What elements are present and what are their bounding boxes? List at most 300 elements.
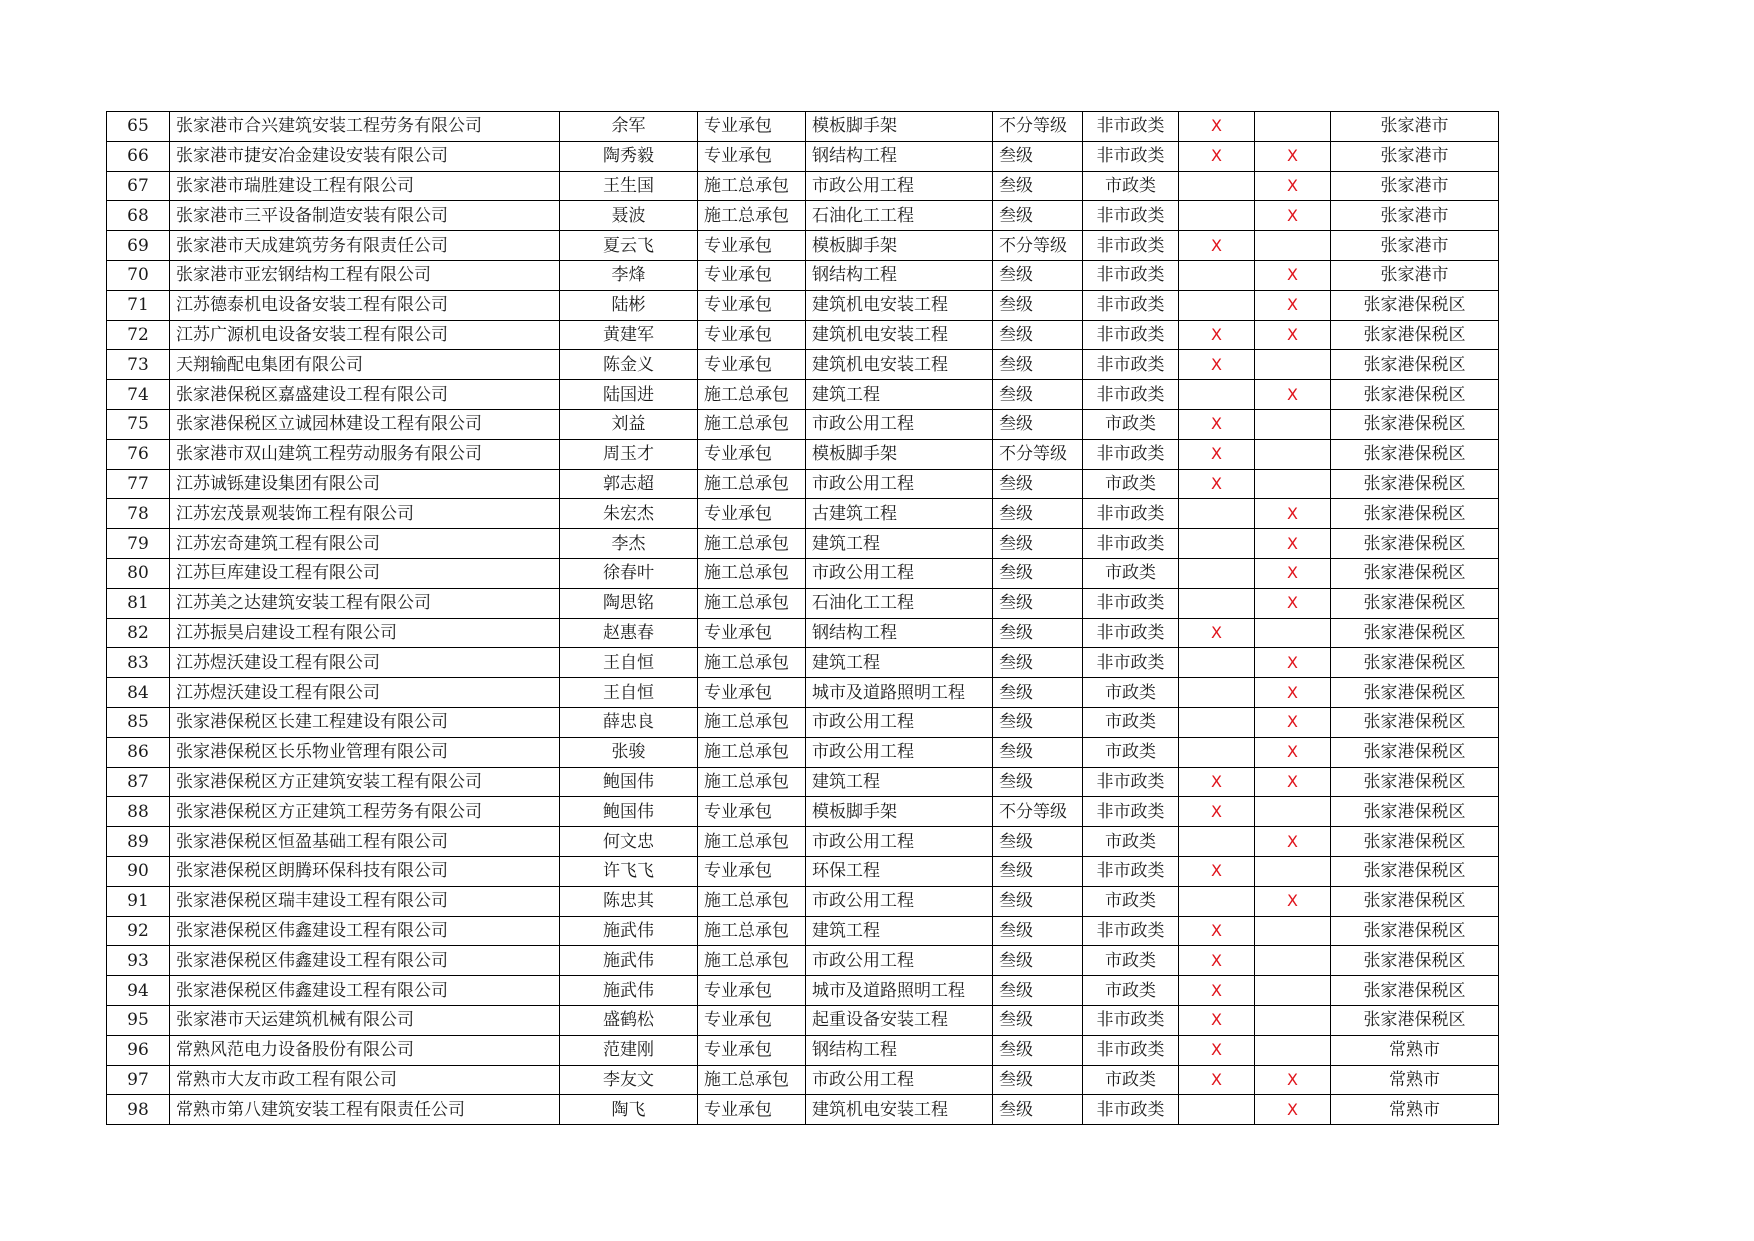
contact-person-cell: 张骏	[560, 737, 698, 767]
mark-column-2-cell	[1255, 112, 1331, 142]
mark-column-2-cell	[1255, 916, 1331, 946]
table-row	[107, 1065, 1499, 1095]
company-name-cell: 张家港保税区嘉盛建设工程有限公司	[170, 380, 560, 410]
project-kind-cell: 非市政类	[1083, 260, 1179, 290]
project-kind-cell: 市政类	[1083, 886, 1179, 916]
region-cell: 张家港保税区	[1331, 499, 1499, 529]
qualification-category-cell: 市政公用工程	[806, 409, 993, 439]
company-name-cell: 江苏广源机电设备安装工程有限公司	[170, 320, 560, 350]
contact-person-cell: 陈忠其	[560, 886, 698, 916]
company-name-cell: 江苏煜沃建设工程有限公司	[170, 678, 560, 708]
contact-person-cell: 周玉才	[560, 439, 698, 469]
region-cell: 张家港市	[1331, 171, 1499, 201]
grade-cell: 叁级	[993, 350, 1083, 380]
contact-person-cell: 刘益	[560, 409, 698, 439]
mark-column-2-cell: X	[1255, 827, 1331, 857]
qualification-category-cell: 市政公用工程	[806, 827, 993, 857]
region-cell: 张家港保税区	[1331, 439, 1499, 469]
mark-column-2-cell	[1255, 797, 1331, 827]
project-kind-cell: 市政类	[1083, 469, 1179, 499]
mark-column-1-cell: X	[1179, 916, 1255, 946]
company-name-cell: 张家港保税区伟鑫建设工程有限公司	[170, 916, 560, 946]
region-cell: 张家港保税区	[1331, 588, 1499, 618]
contact-person-cell: 聂波	[560, 201, 698, 231]
contract-type-cell: 专业承包	[698, 618, 806, 648]
mark-column-1-cell	[1179, 678, 1255, 708]
project-kind-cell: 非市政类	[1083, 499, 1179, 529]
company-name-cell: 张家港市合兴建筑安装工程劳务有限公司	[170, 112, 560, 142]
region-cell: 常熟市	[1331, 1065, 1499, 1095]
contact-person-cell: 施武伟	[560, 916, 698, 946]
mark-column-2-cell: X	[1255, 678, 1331, 708]
row-number-cell: 70	[107, 260, 170, 290]
company-name-cell: 江苏德泰机电设备安装工程有限公司	[170, 290, 560, 320]
row-number-cell: 68	[107, 201, 170, 231]
qualification-category-cell: 建筑工程	[806, 529, 993, 559]
qualification-category-cell: 市政公用工程	[806, 707, 993, 737]
contract-type-cell: 专业承包	[698, 260, 806, 290]
company-name-cell: 江苏煜沃建设工程有限公司	[170, 648, 560, 678]
table-body	[107, 112, 1499, 1125]
table-row	[107, 707, 1499, 737]
qualification-category-cell: 建筑机电安装工程	[806, 1095, 993, 1125]
grade-cell: 不分等级	[993, 439, 1083, 469]
contact-person-cell: 陶飞	[560, 1095, 698, 1125]
project-kind-cell: 非市政类	[1083, 350, 1179, 380]
qualification-category-cell: 石油化工工程	[806, 201, 993, 231]
contact-person-cell: 王生国	[560, 171, 698, 201]
row-number-cell: 77	[107, 469, 170, 499]
contract-type-cell: 专业承包	[698, 499, 806, 529]
qualification-category-cell: 建筑机电安装工程	[806, 350, 993, 380]
qualification-category-cell: 钢结构工程	[806, 141, 993, 171]
grade-cell: 叁级	[993, 856, 1083, 886]
mark-column-1-cell: X	[1179, 946, 1255, 976]
grade-cell: 叁级	[993, 707, 1083, 737]
grade-cell: 不分等级	[993, 797, 1083, 827]
table-row	[107, 618, 1499, 648]
row-number-cell: 75	[107, 409, 170, 439]
company-name-cell: 张家港保税区伟鑫建设工程有限公司	[170, 946, 560, 976]
contract-type-cell: 施工总承包	[698, 409, 806, 439]
mark-column-1-cell	[1179, 827, 1255, 857]
company-name-cell: 张家港市天运建筑机械有限公司	[170, 1005, 560, 1035]
row-number-cell: 71	[107, 290, 170, 320]
grade-cell: 叁级	[993, 529, 1083, 559]
company-name-cell: 江苏诚铄建设集团有限公司	[170, 469, 560, 499]
contract-type-cell: 专业承包	[698, 439, 806, 469]
region-cell: 张家港保税区	[1331, 886, 1499, 916]
company-name-cell: 张家港市捷安冶金建设安装有限公司	[170, 141, 560, 171]
mark-column-1-cell	[1179, 499, 1255, 529]
grade-cell: 叁级	[993, 380, 1083, 410]
qualification-category-cell: 城市及道路照明工程	[806, 976, 993, 1006]
contact-person-cell: 李友文	[560, 1065, 698, 1095]
mark-column-2-cell	[1255, 469, 1331, 499]
region-cell: 常熟市	[1331, 1035, 1499, 1065]
contract-type-cell: 施工总承包	[698, 827, 806, 857]
contact-person-cell: 赵惠春	[560, 618, 698, 648]
mark-column-1-cell: X	[1179, 141, 1255, 171]
region-cell: 张家港保税区	[1331, 707, 1499, 737]
company-name-cell: 常熟市大友市政工程有限公司	[170, 1065, 560, 1095]
row-number-cell: 72	[107, 320, 170, 350]
company-name-cell: 张家港保税区立诚园林建设工程有限公司	[170, 409, 560, 439]
company-name-cell: 天翔输配电集团有限公司	[170, 350, 560, 380]
contact-person-cell: 范建刚	[560, 1035, 698, 1065]
region-cell: 张家港保税区	[1331, 290, 1499, 320]
mark-column-1-cell	[1179, 529, 1255, 559]
company-name-cell: 张家港市双山建筑工程劳动服务有限公司	[170, 439, 560, 469]
mark-column-1-cell: X	[1179, 469, 1255, 499]
grade-cell: 叁级	[993, 946, 1083, 976]
mark-column-1-cell: X	[1179, 618, 1255, 648]
mark-column-2-cell	[1255, 409, 1331, 439]
project-kind-cell: 非市政类	[1083, 290, 1179, 320]
row-number-cell: 67	[107, 171, 170, 201]
mark-column-1-cell: X	[1179, 1065, 1255, 1095]
row-number-cell: 98	[107, 1095, 170, 1125]
mark-column-2-cell	[1255, 1035, 1331, 1065]
grade-cell: 叁级	[993, 678, 1083, 708]
contact-person-cell: 李烽	[560, 260, 698, 290]
company-name-cell: 张家港保税区伟鑫建设工程有限公司	[170, 976, 560, 1006]
mark-column-2-cell: X	[1255, 141, 1331, 171]
mark-column-1-cell	[1179, 588, 1255, 618]
project-kind-cell: 市政类	[1083, 558, 1179, 588]
grade-cell: 叁级	[993, 916, 1083, 946]
row-number-cell: 84	[107, 678, 170, 708]
table-row	[107, 1095, 1499, 1125]
qualification-category-cell: 建筑工程	[806, 916, 993, 946]
contract-type-cell: 专业承包	[698, 678, 806, 708]
contract-type-cell: 施工总承包	[698, 916, 806, 946]
mark-column-2-cell: X	[1255, 558, 1331, 588]
company-name-cell: 张家港保税区长建工程建设有限公司	[170, 707, 560, 737]
contact-person-cell: 郭志超	[560, 469, 698, 499]
table-row	[107, 439, 1499, 469]
qualification-category-cell: 建筑机电安装工程	[806, 290, 993, 320]
contact-person-cell: 施武伟	[560, 946, 698, 976]
contact-person-cell: 陆彬	[560, 290, 698, 320]
qualification-category-cell: 钢结构工程	[806, 260, 993, 290]
table-row	[107, 290, 1499, 320]
row-number-cell: 97	[107, 1065, 170, 1095]
region-cell: 张家港保税区	[1331, 529, 1499, 559]
grade-cell: 叁级	[993, 618, 1083, 648]
qualification-category-cell: 市政公用工程	[806, 886, 993, 916]
qualification-category-cell: 建筑工程	[806, 648, 993, 678]
mark-column-2-cell: X	[1255, 707, 1331, 737]
region-cell: 张家港保税区	[1331, 380, 1499, 410]
mark-column-2-cell	[1255, 1005, 1331, 1035]
grade-cell: 叁级	[993, 469, 1083, 499]
mark-column-2-cell: X	[1255, 260, 1331, 290]
row-number-cell: 92	[107, 916, 170, 946]
row-number-cell: 74	[107, 380, 170, 410]
table-row	[107, 499, 1499, 529]
grade-cell: 叁级	[993, 648, 1083, 678]
qualification-category-cell: 建筑机电安装工程	[806, 320, 993, 350]
grade-cell: 不分等级	[993, 112, 1083, 142]
table-row	[107, 648, 1499, 678]
mark-column-2-cell: X	[1255, 886, 1331, 916]
contract-type-cell: 专业承包	[698, 797, 806, 827]
qualification-category-cell: 市政公用工程	[806, 1065, 993, 1095]
contact-person-cell: 徐春叶	[560, 558, 698, 588]
region-cell: 张家港保税区	[1331, 737, 1499, 767]
mark-column-2-cell: X	[1255, 320, 1331, 350]
row-number-cell: 91	[107, 886, 170, 916]
qualification-category-cell: 起重设备安装工程	[806, 1005, 993, 1035]
mark-column-1-cell	[1179, 290, 1255, 320]
qualification-category-cell: 建筑工程	[806, 767, 993, 797]
region-cell: 张家港保税区	[1331, 558, 1499, 588]
contract-type-cell: 专业承包	[698, 976, 806, 1006]
company-name-cell: 江苏美之达建筑安装工程有限公司	[170, 588, 560, 618]
mark-column-2-cell	[1255, 856, 1331, 886]
grade-cell: 叁级	[993, 588, 1083, 618]
contract-type-cell: 专业承包	[698, 290, 806, 320]
mark-column-1-cell: X	[1179, 976, 1255, 1006]
contract-type-cell: 专业承包	[698, 141, 806, 171]
region-cell: 张家港保税区	[1331, 320, 1499, 350]
qualification-category-cell: 模板脚手架	[806, 797, 993, 827]
table-row	[107, 976, 1499, 1006]
row-number-cell: 94	[107, 976, 170, 1006]
project-kind-cell: 市政类	[1083, 707, 1179, 737]
contract-type-cell: 施工总承包	[698, 529, 806, 559]
project-kind-cell: 市政类	[1083, 678, 1179, 708]
table-row	[107, 201, 1499, 231]
table-row	[107, 409, 1499, 439]
mark-column-1-cell: X	[1179, 409, 1255, 439]
row-number-cell: 93	[107, 946, 170, 976]
project-kind-cell: 市政类	[1083, 827, 1179, 857]
contract-type-cell: 专业承包	[698, 1005, 806, 1035]
row-number-cell: 88	[107, 797, 170, 827]
project-kind-cell: 非市政类	[1083, 648, 1179, 678]
grade-cell: 叁级	[993, 827, 1083, 857]
project-kind-cell: 非市政类	[1083, 380, 1179, 410]
contract-type-cell: 专业承包	[698, 112, 806, 142]
contract-type-cell: 施工总承包	[698, 707, 806, 737]
contract-type-cell: 施工总承包	[698, 737, 806, 767]
table-row	[107, 797, 1499, 827]
row-number-cell: 95	[107, 1005, 170, 1035]
qualification-category-cell: 模板脚手架	[806, 112, 993, 142]
grade-cell: 叁级	[993, 171, 1083, 201]
contract-type-cell: 施工总承包	[698, 588, 806, 618]
mark-column-1-cell: X	[1179, 350, 1255, 380]
grade-cell: 叁级	[993, 141, 1083, 171]
contract-type-cell: 施工总承包	[698, 171, 806, 201]
mark-column-2-cell: X	[1255, 767, 1331, 797]
table-row	[107, 350, 1499, 380]
row-number-cell: 66	[107, 141, 170, 171]
qualification-category-cell: 市政公用工程	[806, 946, 993, 976]
contract-type-cell: 施工总承包	[698, 380, 806, 410]
company-name-cell: 江苏巨库建设工程有限公司	[170, 558, 560, 588]
region-cell: 张家港市	[1331, 260, 1499, 290]
contact-person-cell: 朱宏杰	[560, 499, 698, 529]
company-name-cell: 常熟市第八建筑安装工程有限责任公司	[170, 1095, 560, 1125]
mark-column-1-cell	[1179, 171, 1255, 201]
qualification-category-cell: 钢结构工程	[806, 618, 993, 648]
mark-column-1-cell: X	[1179, 797, 1255, 827]
row-number-cell: 79	[107, 529, 170, 559]
region-cell: 张家港保税区	[1331, 469, 1499, 499]
grade-cell: 叁级	[993, 201, 1083, 231]
project-kind-cell: 市政类	[1083, 409, 1179, 439]
contact-person-cell: 许飞飞	[560, 856, 698, 886]
grade-cell: 叁级	[993, 558, 1083, 588]
region-cell: 张家港市	[1331, 231, 1499, 261]
mark-column-1-cell: X	[1179, 439, 1255, 469]
mark-column-2-cell: X	[1255, 380, 1331, 410]
project-kind-cell: 非市政类	[1083, 141, 1179, 171]
mark-column-2-cell: X	[1255, 171, 1331, 201]
company-name-cell: 江苏宏奇建筑工程有限公司	[170, 529, 560, 559]
project-kind-cell: 非市政类	[1083, 529, 1179, 559]
mark-column-1-cell	[1179, 737, 1255, 767]
qualification-category-cell: 钢结构工程	[806, 1035, 993, 1065]
table-row	[107, 886, 1499, 916]
mark-column-2-cell: X	[1255, 737, 1331, 767]
project-kind-cell: 非市政类	[1083, 856, 1179, 886]
qualification-category-cell: 模板脚手架	[806, 439, 993, 469]
contact-person-cell: 鲍国伟	[560, 797, 698, 827]
row-number-cell: 78	[107, 499, 170, 529]
table-row	[107, 737, 1499, 767]
table-row	[107, 946, 1499, 976]
company-name-cell: 张家港市瑞胜建设工程有限公司	[170, 171, 560, 201]
contract-type-cell: 专业承包	[698, 1035, 806, 1065]
project-kind-cell: 非市政类	[1083, 320, 1179, 350]
mark-column-2-cell: X	[1255, 1065, 1331, 1095]
mark-column-2-cell: X	[1255, 648, 1331, 678]
contact-person-cell: 黄建军	[560, 320, 698, 350]
contact-person-cell: 陈金义	[560, 350, 698, 380]
mark-column-1-cell: X	[1179, 231, 1255, 261]
contact-person-cell: 王自恒	[560, 678, 698, 708]
table-row	[107, 827, 1499, 857]
table-row	[107, 678, 1499, 708]
qualification-category-cell: 市政公用工程	[806, 558, 993, 588]
row-number-cell: 86	[107, 737, 170, 767]
project-kind-cell: 非市政类	[1083, 1035, 1179, 1065]
region-cell: 张家港保税区	[1331, 976, 1499, 1006]
project-kind-cell: 非市政类	[1083, 201, 1179, 231]
region-cell: 张家港市	[1331, 141, 1499, 171]
mark-column-2-cell: X	[1255, 1095, 1331, 1125]
mark-column-1-cell	[1179, 201, 1255, 231]
mark-column-2-cell	[1255, 231, 1331, 261]
mark-column-2-cell	[1255, 976, 1331, 1006]
project-kind-cell: 市政类	[1083, 976, 1179, 1006]
table-row	[107, 856, 1499, 886]
qualification-category-cell: 市政公用工程	[806, 737, 993, 767]
qualification-table	[106, 111, 1499, 1125]
grade-cell: 叁级	[993, 1035, 1083, 1065]
mark-column-1-cell: X	[1179, 1005, 1255, 1035]
company-name-cell: 张家港市天成建筑劳务有限责任公司	[170, 231, 560, 261]
grade-cell: 叁级	[993, 976, 1083, 1006]
qualification-category-cell: 石油化工工程	[806, 588, 993, 618]
mark-column-2-cell	[1255, 618, 1331, 648]
row-number-cell: 96	[107, 1035, 170, 1065]
contract-type-cell: 专业承包	[698, 231, 806, 261]
mark-column-1-cell	[1179, 380, 1255, 410]
mark-column-1-cell: X	[1179, 1035, 1255, 1065]
grade-cell: 叁级	[993, 1065, 1083, 1095]
table-row	[107, 320, 1499, 350]
project-kind-cell: 市政类	[1083, 946, 1179, 976]
table-row	[107, 1035, 1499, 1065]
project-kind-cell: 非市政类	[1083, 1005, 1179, 1035]
contact-person-cell: 王自恒	[560, 648, 698, 678]
contract-type-cell: 施工总承包	[698, 469, 806, 499]
mark-column-2-cell	[1255, 946, 1331, 976]
grade-cell: 叁级	[993, 290, 1083, 320]
project-kind-cell: 非市政类	[1083, 797, 1179, 827]
contract-type-cell: 专业承包	[698, 320, 806, 350]
qualification-category-cell: 建筑工程	[806, 380, 993, 410]
mark-column-1-cell: X	[1179, 112, 1255, 142]
mark-column-1-cell: X	[1179, 767, 1255, 797]
region-cell: 张家港市	[1331, 201, 1499, 231]
region-cell: 张家港市	[1331, 112, 1499, 142]
project-kind-cell: 市政类	[1083, 1065, 1179, 1095]
mark-column-1-cell	[1179, 886, 1255, 916]
row-number-cell: 89	[107, 827, 170, 857]
project-kind-cell: 市政类	[1083, 171, 1179, 201]
project-kind-cell: 非市政类	[1083, 1095, 1179, 1125]
contact-person-cell: 余军	[560, 112, 698, 142]
contact-person-cell: 李杰	[560, 529, 698, 559]
grade-cell: 叁级	[993, 499, 1083, 529]
region-cell: 张家港保税区	[1331, 350, 1499, 380]
row-number-cell: 80	[107, 558, 170, 588]
contact-person-cell: 夏云飞	[560, 231, 698, 261]
region-cell: 张家港保税区	[1331, 827, 1499, 857]
company-name-cell: 张家港市亚宏钢结构工程有限公司	[170, 260, 560, 290]
mark-column-1-cell	[1179, 260, 1255, 290]
mark-column-2-cell: X	[1255, 499, 1331, 529]
table-row	[107, 469, 1499, 499]
row-number-cell: 82	[107, 618, 170, 648]
grade-cell: 叁级	[993, 1005, 1083, 1035]
table-row	[107, 260, 1499, 290]
mark-column-2-cell	[1255, 350, 1331, 380]
mark-column-2-cell	[1255, 439, 1331, 469]
company-name-cell: 张家港保税区瑞丰建设工程有限公司	[170, 886, 560, 916]
grade-cell: 叁级	[993, 886, 1083, 916]
contract-type-cell: 施工总承包	[698, 946, 806, 976]
table-row	[107, 112, 1499, 142]
region-cell: 张家港保税区	[1331, 767, 1499, 797]
grade-cell: 叁级	[993, 260, 1083, 290]
table-row	[107, 141, 1499, 171]
project-kind-cell: 非市政类	[1083, 916, 1179, 946]
project-kind-cell: 非市政类	[1083, 231, 1179, 261]
contact-person-cell: 薛忠良	[560, 707, 698, 737]
company-name-cell: 张家港保税区长乐物业管理有限公司	[170, 737, 560, 767]
mark-column-1-cell	[1179, 1095, 1255, 1125]
mark-column-1-cell	[1179, 558, 1255, 588]
table-row	[107, 529, 1499, 559]
contact-person-cell: 盛鹤松	[560, 1005, 698, 1035]
